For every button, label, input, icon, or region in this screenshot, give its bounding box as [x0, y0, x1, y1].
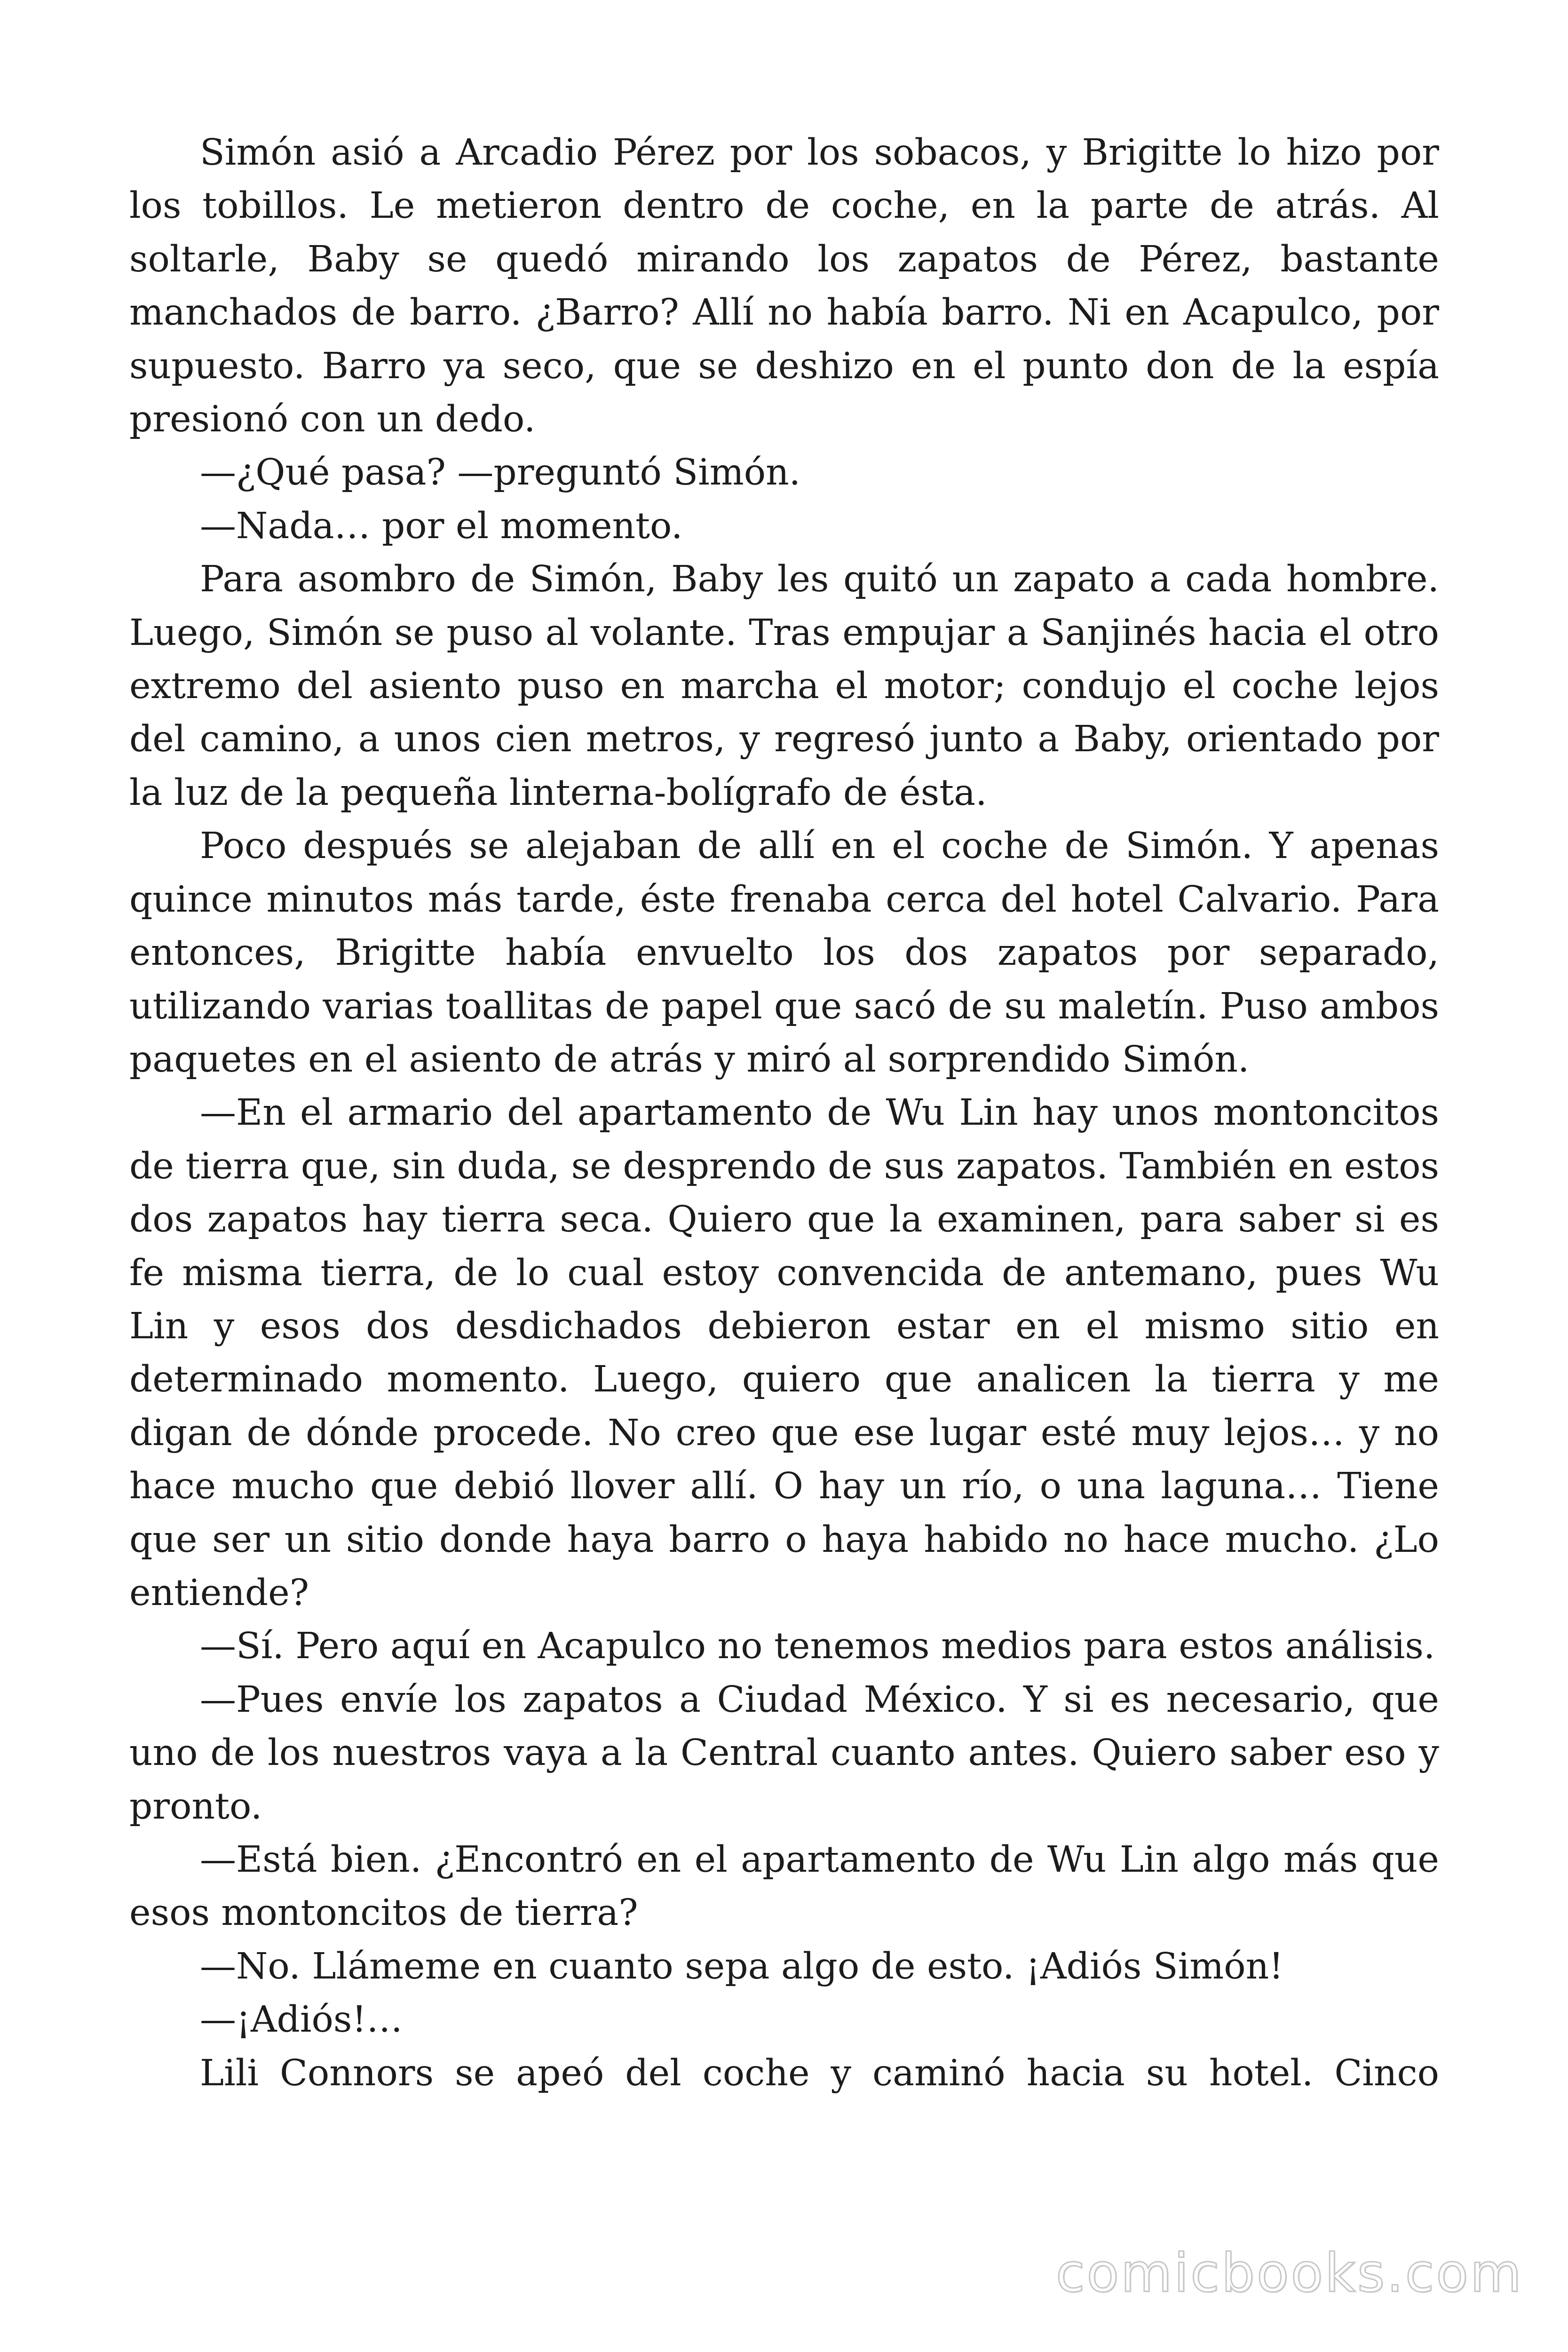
paragraph: —¡Adiós!…	[200, 1999, 403, 2041]
text-body	[129, 126, 1439, 2100]
paragraph: —Nada… por el momento.	[200, 505, 683, 547]
watermark: comicbooks.com	[1055, 2243, 1523, 2304]
paragraph: Poco después se alejaban de allí en el coche de Simón. Y apenas quince minutos más tarde, éste frenaba cerca del hotel Calvario. Para entonces, Brigitte había envuelto los dos zapatos por separado, utilizando varias toallitas de papel que sacó de su maletín. Puso ambos paquetes en el asiento de atrás y miró al sorprendido Simón.	[129, 825, 1439, 1081]
paragraph: —¿Qué pasa? —preguntó Simón.	[200, 452, 801, 494]
paragraph: —Pues envíe los zapatos a Ciudad México. Y si es necesario, que uno de los nuestros vaya a la Central cuanto antes. Quiero saber eso y pronto.	[129, 1678, 1439, 1828]
paragraph: Simón asió a Arcadio Pérez por los sobacos, y Brigitte lo hizo por los tobillos. Le metieron dentro de coche, en la parte de atrás. Al soltarle, Baby se quedó mirando los zapatos de Pérez, bastante manchados de barro. ¿Barro? Allí no había barro. Ni en Acapulco, por supuesto. Barro ya seco, que se deshizo en el punto don de la espía presionó con un dedo.	[129, 132, 1439, 441]
paragraph-last: Lili Connors se apeó del coche y caminó hacia su hotel. Cinco	[200, 2052, 1439, 2094]
paragraph: —Está bien. ¿Encontró en el apartamento de Wu Lin algo más que esos montoncitos de tierra?	[129, 1839, 1439, 1934]
paragraph: —Sí. Pero aquí en Acapulco no tenemos medios para estos análisis.	[200, 1625, 1435, 1668]
paragraph: —En el armario del apartamento de Wu Lin hay unos montoncitos de tierra que, sin duda, se desprendo de sus zapatos. También en estos dos zapatos hay tierra seca. Quiero que la examinen, para saber si es fe misma tierra, de lo cual estoy convencida de antemano, pues Wu Lin y esos dos desdichados debieron estar en el mismo sitio en determinado momento. Luego, quiero que analicen la tierra y me digan de dónde procede. No creo que ese lugar esté muy lejos… y no hace mucho que debió llover allí. O hay un río, o una laguna… Tiene que ser un sitio donde haya barro o haya habido no hace mucho. ¿Lo entiende?	[129, 1092, 1439, 1614]
paragraph: —No. Llámeme en cuanto sepa algo de esto. ¡Adiós Simón!	[200, 1945, 1284, 1987]
paragraph: Para asombro de Simón, Baby les quitó un zapato a cada hombre. Luego, Simón se puso al volante. Tras empujar a Sanjinés hacia el otro extremo del asiento puso en marcha el motor; condujo el coche lejos del camino, a unos cien metros, y regresó junto a Baby, orientado por la luz de la pequeña linterna-bolígrafo de ésta.	[129, 558, 1439, 814]
